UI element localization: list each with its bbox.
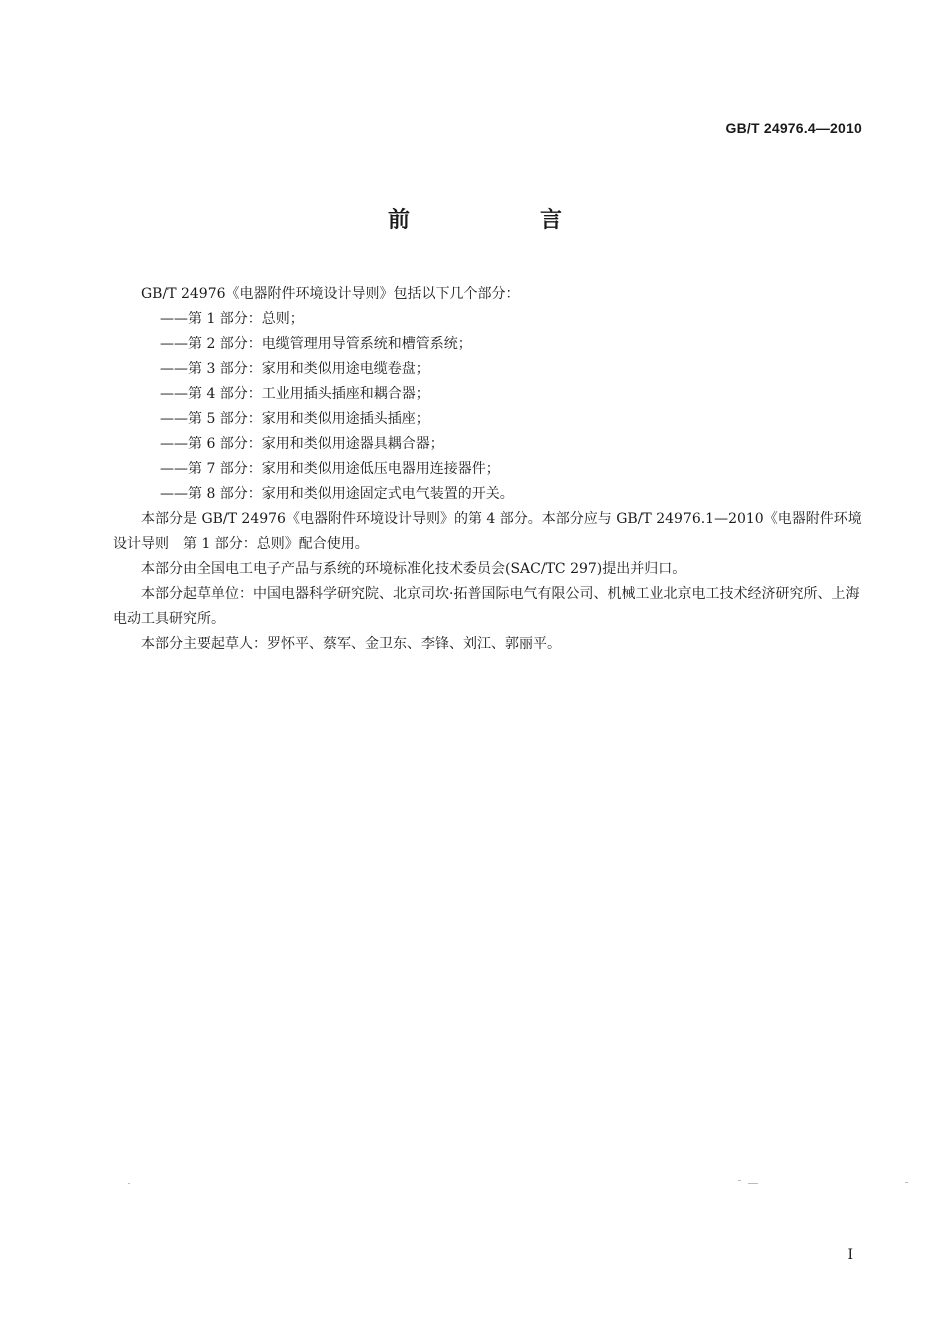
list-item: ——第 6 部分：家用和类似用途器具耦合器；: [160, 436, 444, 452]
list-item: ——第 3 部分：家用和类似用途电缆卷盘；: [160, 361, 430, 377]
scan-speck: [738, 1180, 741, 1181]
list-item: ——第 2 部分：电缆管理用导管系统和槽管系统；: [160, 336, 472, 352]
page-number: I: [847, 1247, 853, 1263]
scan-speck: [128, 1183, 130, 1184]
foreword-body: [113, 282, 871, 657]
list-item: ——第 7 部分：家用和类似用途低压电器用连接器件；: [160, 461, 500, 477]
committee-paragraph: 本部分由全国电工电子产品与系统的环境标准化技术委员会(SAC/TC 297)提出并归口。: [141, 561, 687, 577]
standard-code: GB/T 24976.4—2010: [725, 120, 862, 136]
list-item: ——第 1 部分：总则；: [160, 311, 304, 327]
drafters-paragraph: 本部分主要起草人：罗怀平、蔡军、金卫东、李锋、刘江、郭丽平。: [141, 636, 561, 652]
list-item: ——第 4 部分：工业用插头插座和耦合器；: [160, 386, 430, 402]
list-item: ——第 8 部分：家用和类似用途固定式电气装置的开关。: [160, 486, 514, 502]
drafting-units-paragraph: 本部分起草单位：中国电器科学研究院、北京司坎·拓普国际电气有限公司、机械工业北京电工技术经济研究所、上海电动工具研究所。: [113, 586, 860, 627]
usage-paragraph: 本部分是 GB/T 24976《电器附件环境设计导则》的第 4 部分。本部分应与 GB/T 24976.1—2010《电器附件环境设计导则 第 1 部分：总则》配合使用。: [113, 511, 862, 552]
page-title: 前 言: [387, 208, 616, 233]
parts-list: [113, 307, 871, 507]
list-item: ——第 5 部分：家用和类似用途插头插座；: [160, 411, 430, 427]
scan-speck: [905, 1182, 908, 1183]
intro-paragraph: GB/T 24976《电器附件环境设计导则》包括以下几个部分：: [141, 286, 520, 302]
scan-speck: [748, 1183, 758, 1184]
